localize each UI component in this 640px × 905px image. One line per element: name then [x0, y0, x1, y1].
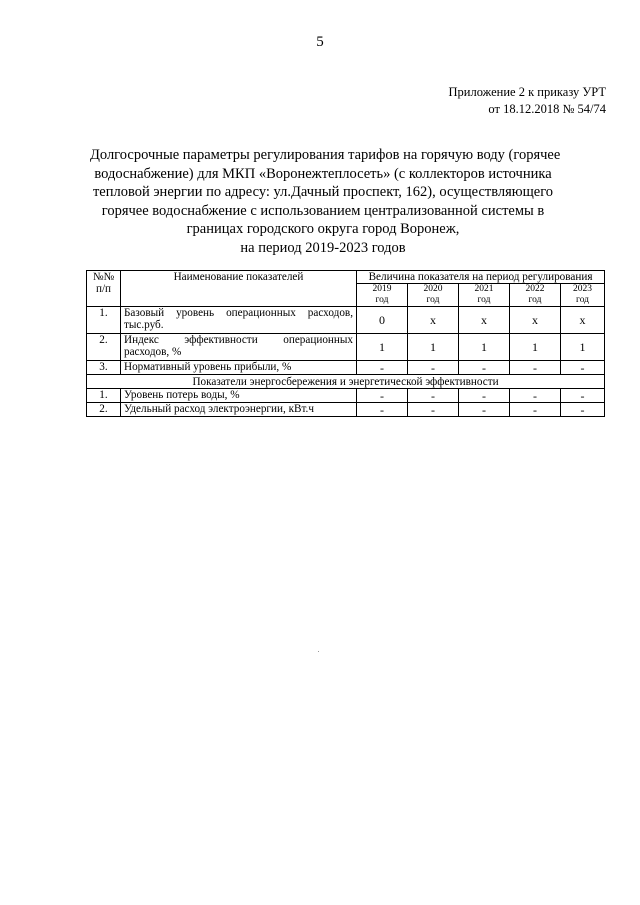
year-header: 2023 год	[561, 284, 605, 307]
title-line: на период 2019-2023 годов	[240, 239, 406, 256]
document-title	[90, 146, 561, 258]
year-header: 2019 год	[357, 284, 408, 307]
title-line: Долгосрочные параметры регулирования тарифов на горячую воду (горячее	[90, 147, 561, 163]
header-name: Наименование показателей	[121, 271, 357, 307]
header-num: №№ п/п	[87, 271, 121, 307]
year-header: 2021 год	[459, 284, 510, 307]
title-line: тепловой энергии по адресу: ул.Дачный проспект, 162), осуществляющего	[92, 184, 554, 201]
table-row: 2. Индекс эффективности операционных расходов, % 1 1 1 1 1	[87, 334, 605, 361]
title-line: границах городского округа город Воронеж,	[186, 221, 460, 238]
year-header: 2020 год	[408, 284, 459, 307]
parameters-table	[86, 270, 605, 417]
appendix-line-1: Приложение 2 к приказу УРТ	[448, 85, 606, 99]
title-line: горячее водоснабжение с использованием централизованной системы в	[101, 202, 545, 219]
section-title: Показатели энергосбережения и энергетической эффективности	[87, 375, 605, 389]
year-header: 2022 год	[510, 284, 561, 307]
table-row: 1. Уровень потерь воды, % - - - - -	[87, 389, 605, 403]
table-row: 3. Нормативный уровень прибыли, % - - - - -	[87, 361, 605, 375]
appendix-line-2: от 18.12.2018 № 54/74	[488, 102, 606, 116]
page-number: 5	[316, 34, 324, 50]
appendix-reference	[449, 84, 607, 118]
table-row: 2. Удельный расход электроэнергии, кВт.ч - - - - -	[87, 403, 605, 417]
title-line: водоснабжение) для МКП «Воронежтеплосеть» (с коллекторов источника	[94, 165, 552, 182]
table-row: 1. Базовый уровень операционных расходов, тыс.руб. 0 х х х х	[87, 307, 605, 334]
header-value: Величина показателя на период регулирования	[357, 271, 605, 284]
section-header-row	[87, 375, 605, 389]
scan-speck	[318, 651, 319, 652]
